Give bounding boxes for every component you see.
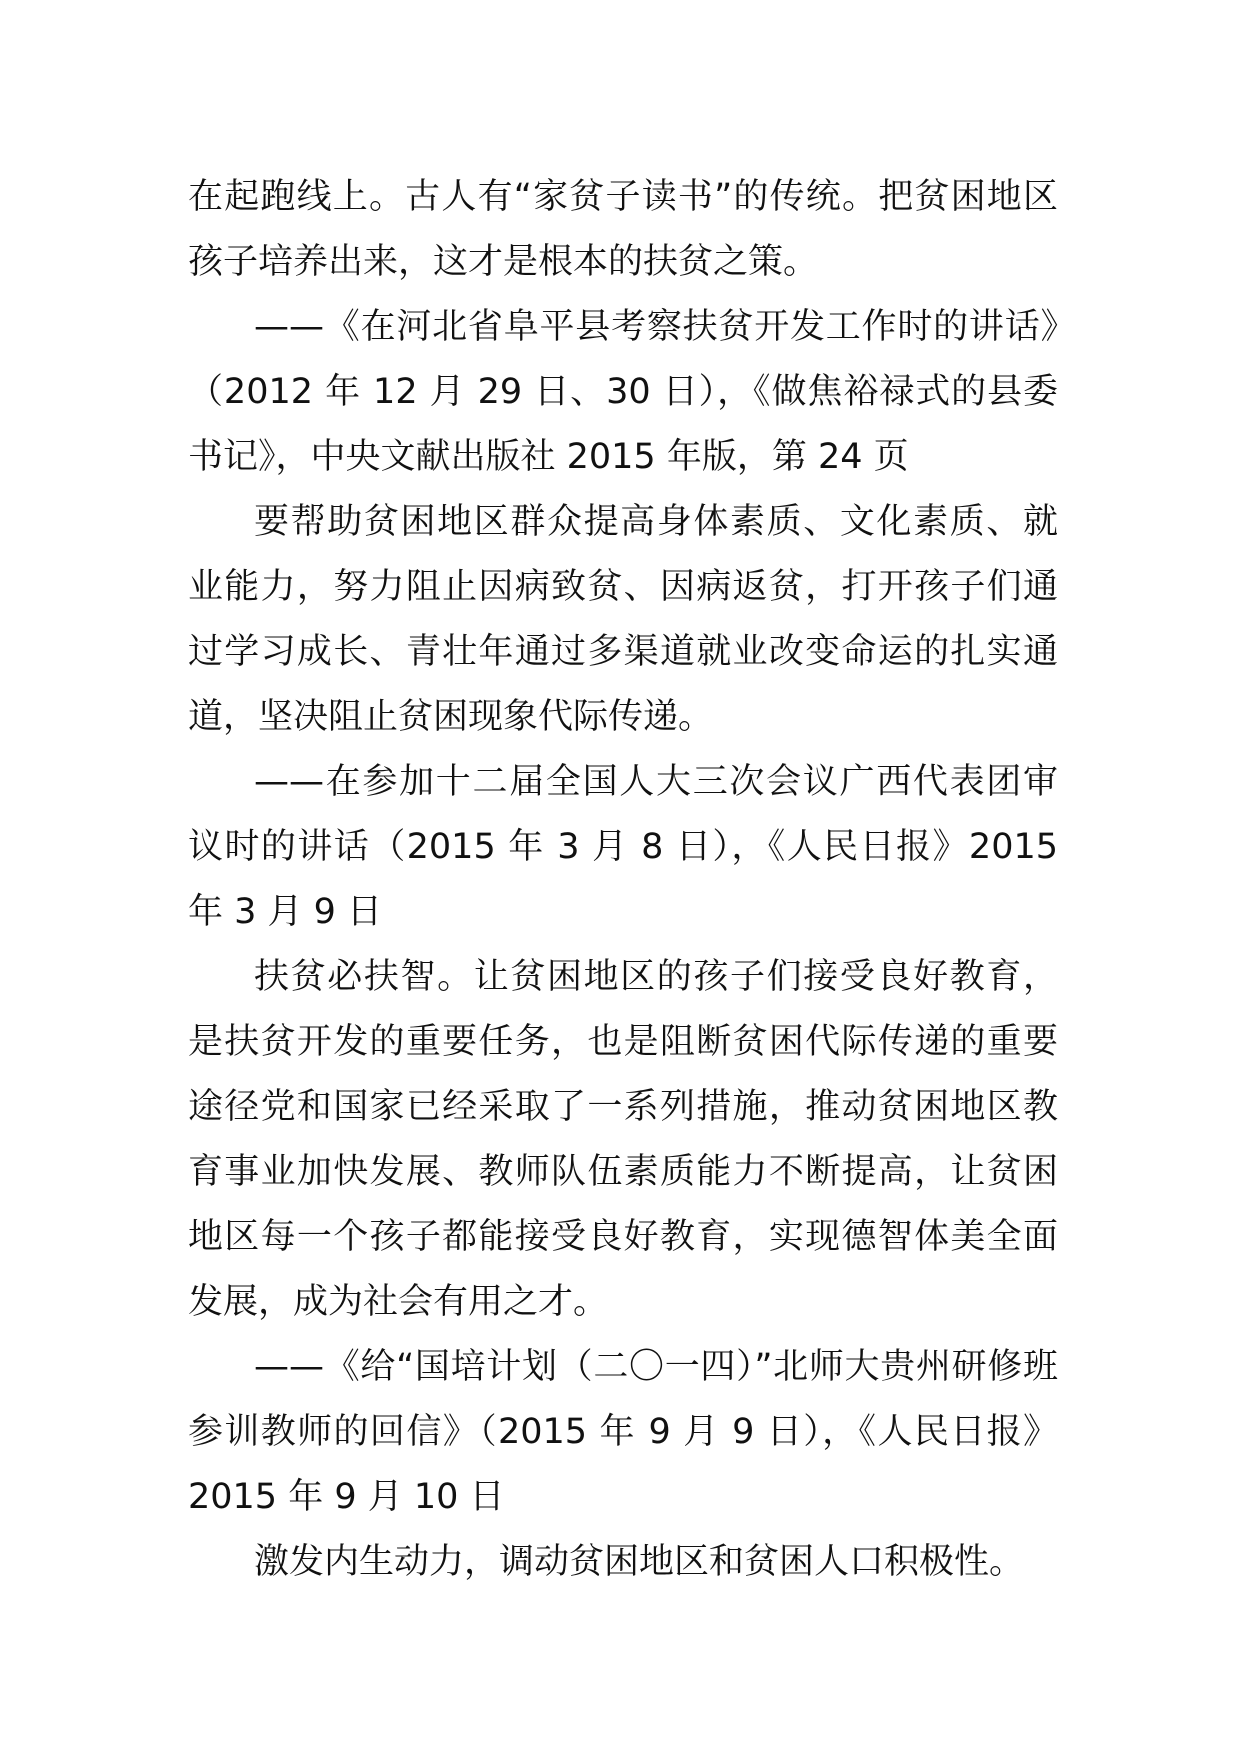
citation-paragraph-2: ——在参加十二届全国人大三次会议广西代表团审议时的讲话（2015 年 3 月 8 日），《人民日报》2015 年 3 月 9 日 bbox=[188, 762, 1058, 932]
paragraph-1: 在起跑线上。古人有“家贫子读书”的传统。把贫困地区孩子培养出来，这才是根本的扶贫之策。 bbox=[188, 177, 1058, 282]
document-body bbox=[188, 165, 1058, 1595]
paragraph-2: 要帮助贫困地区群众提高身体素质、文化素质、就业能力，努力阻止因病致贫、因病返贫，打开孩子们通过学习成长、青壮年通过多渠道就业改变命运的扎实通道，坚决阻止贫困现象代际传递。 bbox=[188, 502, 1058, 737]
paragraph-3: 扶贫必扶智。让贫困地区的孩子们接受良好教育，是扶贫开发的重要任务，也是阻断贫困代际传递的重要途径党和国家已经采取了一系列措施，推动贫困地区教育事业加快发展、教师队伍素质能力不断提高，让贫困地区每一个孩子都能接受良好教育，实现德智体美全面发展，成为社会有用之才。 bbox=[188, 957, 1058, 1322]
citation-paragraph-1: ——《在河北省阜平县考察扶贫开发工作时的讲话》（2012 年 12 月 29 日、30 日），《做焦裕禄式的县委书记》，中央文献出版社 2015 年版，第 24 页 bbox=[188, 307, 1058, 477]
paragraph-4: 激发内生动力，调动贫困地区和贫困人口积极性。 bbox=[254, 1542, 1025, 1582]
citation-paragraph-3: ——《给“国培计划（二〇一四）”北师大贵州研修班参训教师的回信》（2015 年 9 月 9 日），《人民日报》2015 年 9 月 10 日 bbox=[188, 1347, 1058, 1517]
